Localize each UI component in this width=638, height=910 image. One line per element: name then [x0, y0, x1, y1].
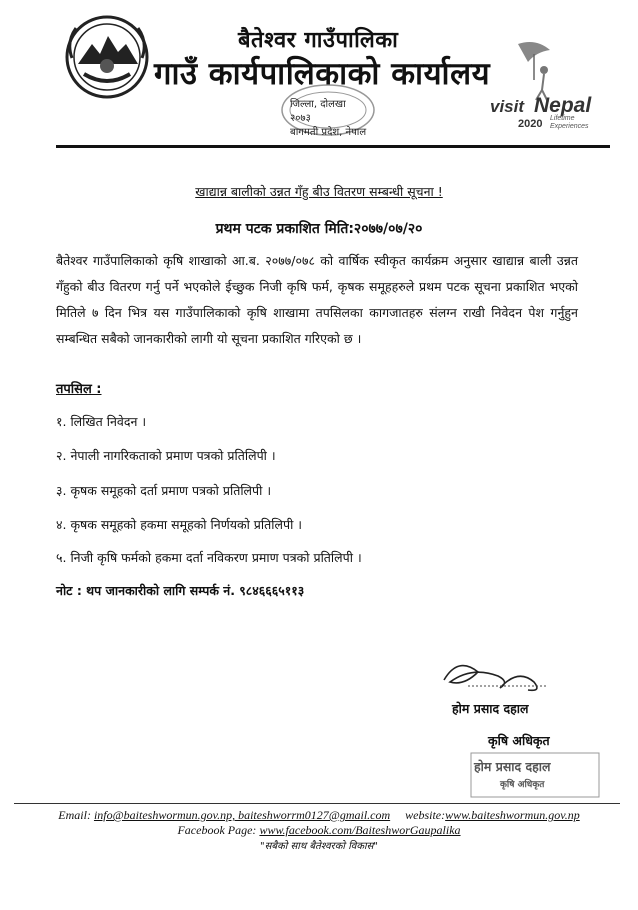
address-line: बागमती प्रदेश, नेपाल: [290, 127, 367, 138]
contact-note: नोट : थप जानकारीको लागि सम्पर्क नं. ९८४६६६५११३: [56, 583, 305, 598]
footer-divider: [14, 803, 620, 804]
website-label: website:: [405, 808, 446, 822]
notice-subject: खाद्यान्न बालीको उन्नत गँहु बीउ वितरण सम्बन्धी सूचना !: [195, 184, 443, 199]
municipality-name: बैतेश्वर गाउँपालिका: [238, 28, 399, 53]
visit-word: visit: [490, 97, 525, 116]
footer-contact-line: [0, 808, 638, 823]
list-item: ५. निजी कृषि फर्मको हकमा दर्ता नविकरण प्रमाण पत्रको प्रतिलिपी ।: [56, 550, 362, 565]
year-text: 2020: [518, 118, 543, 130]
email-links[interactable]: info@baiteshwormun.gov.np, baiteshworrm0127@gmail.com: [93, 808, 391, 822]
nepal-government-emblem: [64, 14, 150, 100]
address-line: २०७३: [290, 113, 311, 124]
facebook-label: Facebook Page:: [177, 823, 257, 837]
publication-date: प्रथम पटक प्रकाशित मिति:२०७७/०७/२०: [215, 221, 423, 237]
details-heading: तपसिल :: [56, 382, 102, 397]
list-item: २. नेपाली नागरिकताको प्रमाण पत्रको प्रतिलिपी ।: [56, 448, 276, 463]
website-link[interactable]: www.baiteshwormun.gov.np: [445, 808, 580, 822]
experiences-text: Experiences: [550, 123, 589, 130]
footer-facebook-line: [0, 823, 638, 838]
notice-body: बैतेश्वर गाउँपालिकाको कृषि शाखाको आ.ब. २०७७/०७८ को वार्षिक स्वीकृत कार्यक्रम अनुसार खाद्यान्न बाली उन्नत गँहुको बीउ वितरण गर्नु पर्ने भएकोले ईच्छुक निजी कृषि फर्म, कृषक समूहहरुले प्रथम पटक सूचना प्रकाशित भएको मितिले ७ दिन भित्र यस गाउँपालिकाको कृषि शाखामा तपसिलका कागजातहरु संलग्न राखी निवेदन पेश गर्नुहुन सम्बन्धित सबैको जानकारीको लागी यो सूचना प्रकाशित गरिएको छ ।: [56, 253, 578, 346]
list-item: ४. कृषक समूहको हकमा समूहको निर्णयको प्रतिलिपी ।: [56, 517, 303, 532]
nepal-word: Nepal: [534, 94, 592, 117]
lifetime-text: Lifetime: [550, 115, 575, 122]
signer-name: होम प्रसाद दहाल: [452, 701, 529, 716]
signer-title: कृषि अधिकृत: [488, 733, 550, 748]
list-item: १. लिखित निवेदन ।: [56, 414, 147, 429]
visit-nepal-2020-logo: [488, 40, 600, 132]
slogan: "सबैको साथ बैतेश्वरको विकास": [260, 841, 378, 852]
stamp-title: कृषि अधिकृत: [500, 780, 545, 790]
stamp-name: होम प्रसाद दहाल: [474, 759, 551, 774]
email-label: Email:: [58, 808, 91, 822]
facebook-link[interactable]: www.facebook.com/BaiteshworGaupalika: [259, 823, 461, 837]
office-name: गाउँ कार्यपालिकाको कार्यालय: [154, 56, 491, 92]
header-divider: [56, 145, 610, 148]
address-line: जिल्ला, दोलखा: [290, 99, 346, 110]
list-item: ३. कृषक समूहको दर्ता प्रमाण पत्रको प्रतिलिपी ।: [56, 483, 272, 498]
